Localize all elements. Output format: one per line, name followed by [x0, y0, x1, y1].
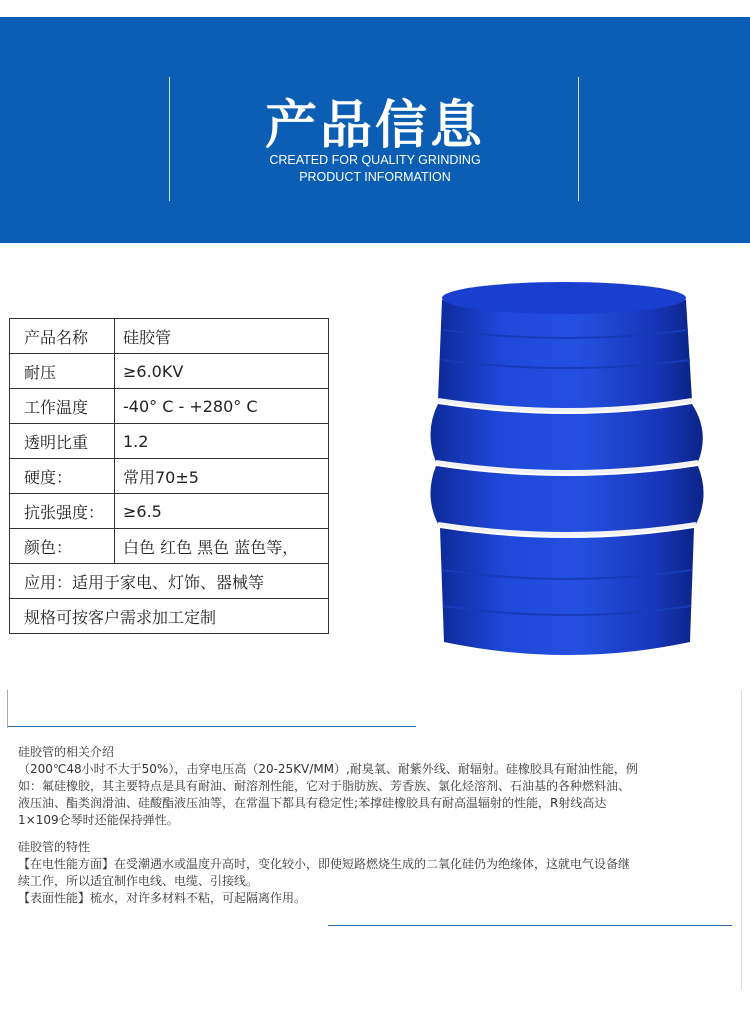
spec-application: 应用：适用于家电、灯饰、器械等: [10, 564, 329, 599]
banner-subtitle-line1: CREATED FOR QUALITY GRINDING: [269, 153, 481, 167]
spec-table: [9, 318, 329, 634]
spec-value: 白色 红色 黑色 蓝色等，: [115, 529, 329, 564]
header-banner: [0, 17, 750, 243]
spec-key: 产品名称: [10, 319, 115, 354]
section1-text: （200℃48小时不大于50%），击穿电压高（20-25KV/MM）,耐臭氧、耐紫外线、耐辐射。硅橡胶具有耐油性能，例: [18, 762, 638, 776]
table-row: [10, 389, 329, 424]
section2-text: 【表面性能】梳水，对许多材料不粘，可起隔离作用。: [18, 891, 307, 905]
spec-value: -40° C - +280° C: [115, 389, 329, 424]
spec-key: 抗张强度：: [10, 494, 115, 529]
banner-subtitle-line2: PRODUCT INFORMATION: [299, 170, 451, 184]
description-section: [18, 744, 734, 907]
spec-value: 1.2: [115, 424, 329, 459]
spec-key: 硬度：: [10, 459, 115, 494]
spec-key: 颜色：: [10, 529, 115, 564]
spec-key: 透明比重: [10, 424, 115, 459]
section1-text: 如：氟硅橡胶，其主要特点是具有耐油、耐溶剂性能，它对于脂肪族、芳香族、氯化烃溶剂、石油基的各种燃料油、: [18, 779, 631, 793]
spec-value: 常用70±5: [115, 459, 329, 494]
section-divider-bottom: [328, 925, 732, 926]
table-row: [10, 599, 329, 634]
table-row: [10, 354, 329, 389]
banner-title: 产品信息: [264, 96, 485, 156]
section2-text: 【在电性能方面】在受潮遇水或温度升高时，变化较小，即使短路燃烧生成的二氧化硅仍为绝缘体，这就电气设备继: [18, 857, 631, 871]
section-divider-top: [8, 726, 416, 727]
section2-text: 续工作，所以适宜制作电线、电缆、引接线。: [18, 874, 259, 888]
right-border-line: [741, 690, 742, 990]
table-row: [10, 564, 329, 599]
left-border-line: [7, 690, 8, 728]
spec-customization: 规格可按客户需求加工定制: [10, 599, 329, 634]
section1-title: 硅胶管的相关介绍: [18, 745, 115, 759]
spec-value: 硅胶管: [115, 319, 329, 354]
spec-key: 工作温度: [10, 389, 115, 424]
blue-silicone-hose-image: [428, 270, 708, 670]
section1-text: 1×109仑琴时还能保持弹性。: [18, 813, 179, 827]
table-row: [10, 459, 329, 494]
table-row: [10, 529, 329, 564]
spec-value: ≥6.0KV: [115, 354, 329, 389]
section1-text: 液压油、酯类润滑油、硅酸酯液压油等，在常温下都具有稳定性;苯撑硅橡胶具有耐高温辐射的性能，R射线高达: [18, 796, 607, 810]
section2-title: 硅胶管的特性: [18, 840, 91, 854]
table-row: [10, 319, 329, 354]
table-row: [10, 494, 329, 529]
spec-key: 耐压: [10, 354, 115, 389]
spec-value: ≥6.5: [115, 494, 329, 529]
table-row: [10, 424, 329, 459]
